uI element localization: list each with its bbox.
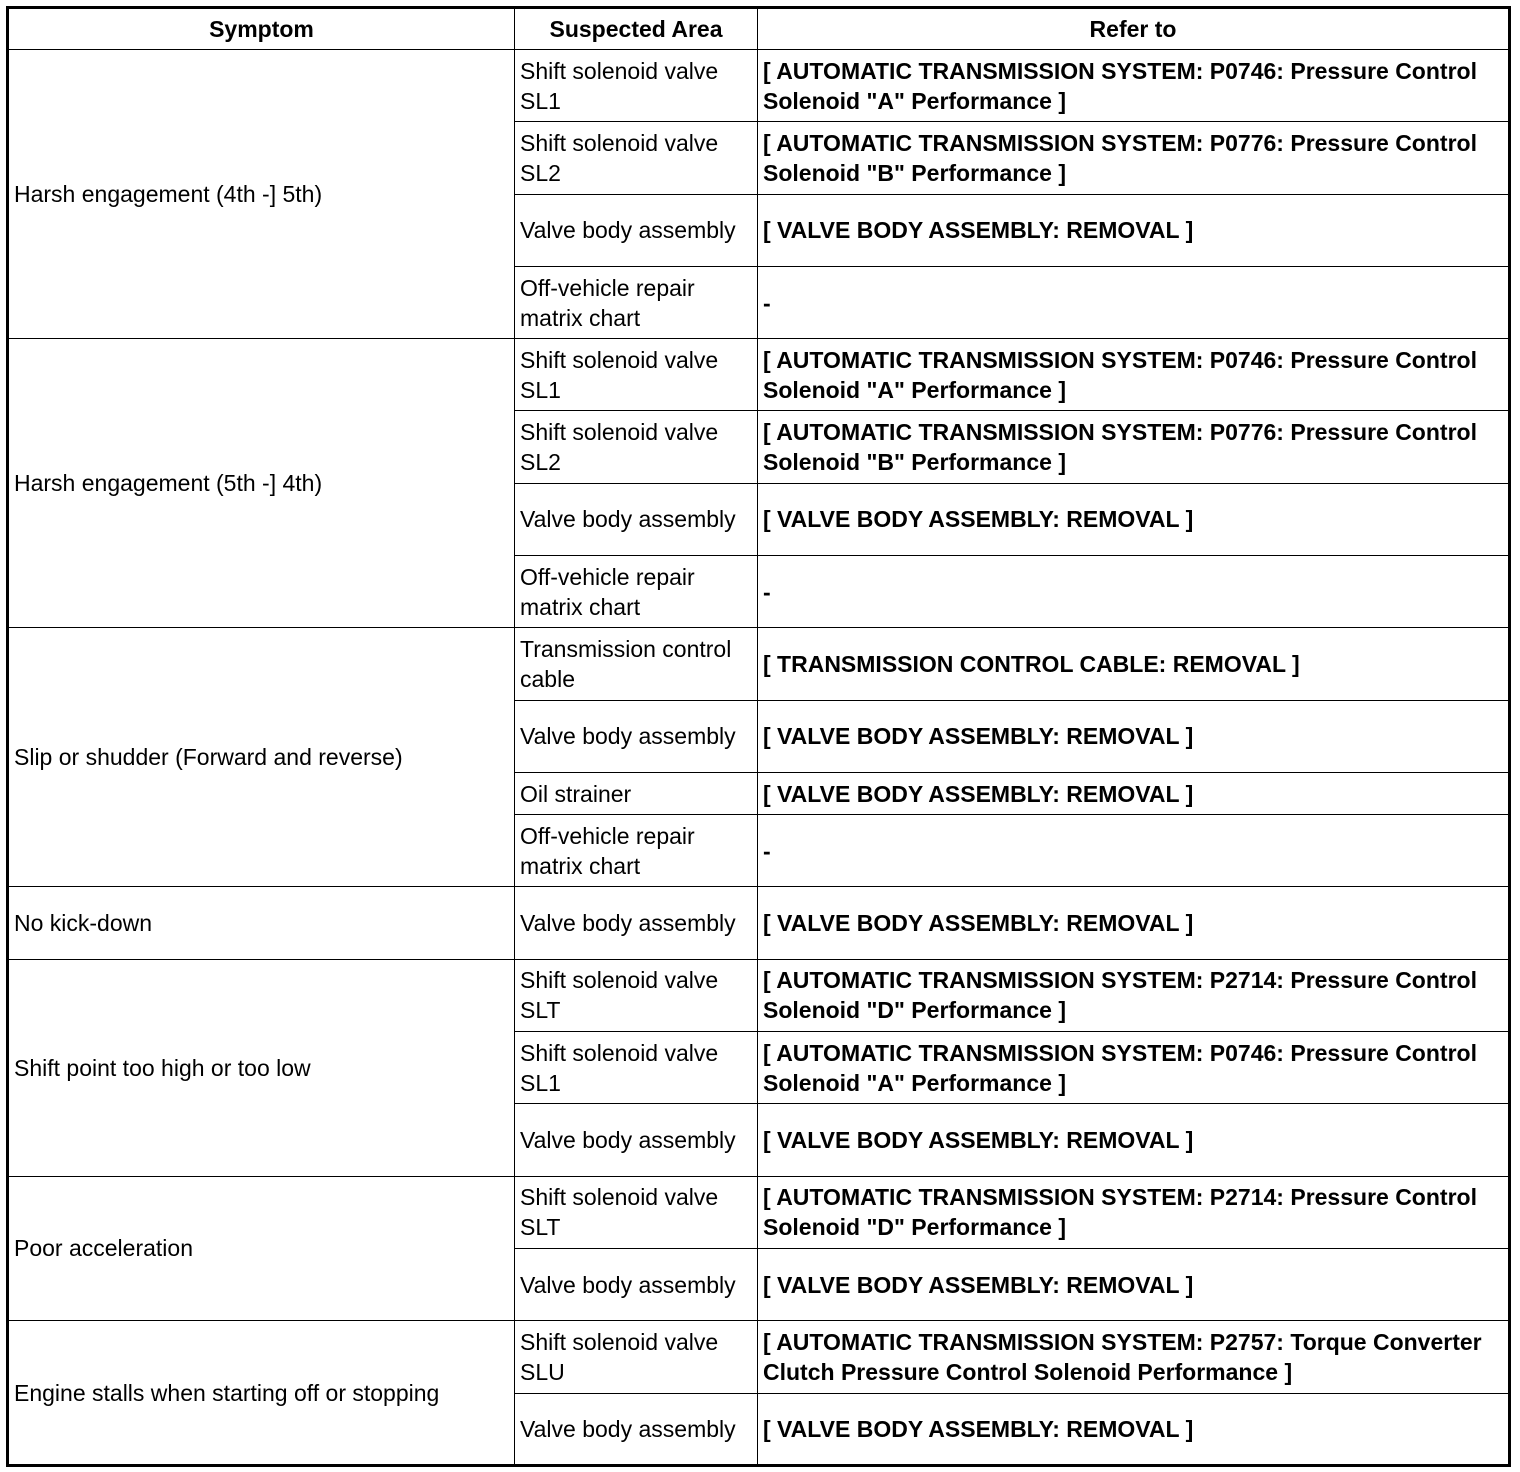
suspected-area-cell: Shift solenoid valve SL2 [515, 122, 758, 194]
refer-to-link[interactable]: - [758, 815, 1510, 887]
suspected-area-cell: Shift solenoid valve SLU [515, 1321, 758, 1393]
refer-to-link[interactable]: [ VALVE BODY ASSEMBLY: REMOVAL ] [758, 1104, 1510, 1176]
table-row [8, 1176, 1510, 1248]
header-symptom: Symptom [8, 8, 515, 50]
refer-to-link[interactable]: [ VALVE BODY ASSEMBLY: REMOVAL ] [758, 700, 1510, 772]
table-header-row [8, 8, 1510, 50]
header-suspected-area: Suspected Area [515, 8, 758, 50]
suspected-area-cell: Valve body assembly [515, 483, 758, 555]
refer-to-link[interactable]: [ VALVE BODY ASSEMBLY: REMOVAL ] [758, 772, 1510, 814]
refer-to-link[interactable]: [ AUTOMATIC TRANSMISSION SYSTEM: P2714: Pressure Control Solenoid "D" Performance ] [758, 959, 1510, 1031]
refer-to-link[interactable]: [ AUTOMATIC TRANSMISSION SYSTEM: P0776: Pressure Control Solenoid "B" Performance ] [758, 411, 1510, 483]
table-body [8, 50, 1510, 1466]
refer-to-link[interactable]: [ AUTOMATIC TRANSMISSION SYSTEM: P0776: Pressure Control Solenoid "B" Performance ] [758, 122, 1510, 194]
suspected-area-cell: Valve body assembly [515, 887, 758, 959]
refer-to-link[interactable]: [ VALVE BODY ASSEMBLY: REMOVAL ] [758, 1248, 1510, 1320]
symptom-cell: Shift point too high or too low [8, 959, 515, 1176]
suspected-area-cell: Oil strainer [515, 772, 758, 814]
symptom-cell: Slip or shudder (Forward and reverse) [8, 628, 515, 887]
refer-to-link[interactable]: [ AUTOMATIC TRANSMISSION SYSTEM: P2714: Pressure Control Solenoid "D" Performance ] [758, 1176, 1510, 1248]
refer-to-link[interactable]: [ TRANSMISSION CONTROL CABLE: REMOVAL ] [758, 628, 1510, 700]
suspected-area-cell: Valve body assembly [515, 1393, 758, 1465]
suspected-area-cell: Shift solenoid valve SL1 [515, 50, 758, 122]
refer-to-link[interactable]: [ VALVE BODY ASSEMBLY: REMOVAL ] [758, 483, 1510, 555]
refer-to-link[interactable]: - [758, 556, 1510, 628]
suspected-area-cell: Shift solenoid valve SLT [515, 1176, 758, 1248]
suspected-area-cell: Shift solenoid valve SL1 [515, 1032, 758, 1104]
symptom-cell: Poor acceleration [8, 1176, 515, 1321]
suspected-area-cell: Valve body assembly [515, 700, 758, 772]
refer-to-link[interactable]: [ AUTOMATIC TRANSMISSION SYSTEM: P0746: Pressure Control Solenoid "A" Performance ] [758, 1032, 1510, 1104]
refer-to-link[interactable]: [ VALVE BODY ASSEMBLY: REMOVAL ] [758, 887, 1510, 959]
refer-to-link[interactable]: [ AUTOMATIC TRANSMISSION SYSTEM: P2757: Torque Converter Clutch Pressure Control Solenoid Performance ] [758, 1321, 1510, 1393]
table-row [8, 50, 1510, 122]
symptom-cell: Harsh engagement (4th -] 5th) [8, 50, 515, 339]
refer-to-link[interactable]: [ VALVE BODY ASSEMBLY: REMOVAL ] [758, 194, 1510, 266]
refer-to-link[interactable]: - [758, 266, 1510, 338]
table-row [8, 959, 1510, 1031]
suspected-area-cell: Off-vehicle repair matrix chart [515, 266, 758, 338]
suspected-area-cell: Valve body assembly [515, 1104, 758, 1176]
table-row [8, 628, 1510, 700]
suspected-area-cell: Transmission control cable [515, 628, 758, 700]
symptom-table [6, 6, 1511, 1467]
refer-to-link[interactable]: [ AUTOMATIC TRANSMISSION SYSTEM: P0746: Pressure Control Solenoid "A" Performance ] [758, 339, 1510, 411]
suspected-area-cell: Shift solenoid valve SL2 [515, 411, 758, 483]
suspected-area-cell: Shift solenoid valve SL1 [515, 339, 758, 411]
suspected-area-cell: Valve body assembly [515, 194, 758, 266]
suspected-area-cell: Valve body assembly [515, 1248, 758, 1320]
suspected-area-cell: Off-vehicle repair matrix chart [515, 815, 758, 887]
table-row [8, 887, 1510, 959]
symptom-cell: Harsh engagement (5th -] 4th) [8, 339, 515, 628]
refer-to-link[interactable]: [ AUTOMATIC TRANSMISSION SYSTEM: P0746: Pressure Control Solenoid "A" Performance ] [758, 50, 1510, 122]
suspected-area-cell: Off-vehicle repair matrix chart [515, 556, 758, 628]
suspected-area-cell: Shift solenoid valve SLT [515, 959, 758, 1031]
header-refer-to: Refer to [758, 8, 1510, 50]
table-row [8, 1321, 1510, 1393]
symptom-cell: No kick-down [8, 887, 515, 959]
symptom-cell: Engine stalls when starting off or stopping [8, 1321, 515, 1466]
refer-to-link[interactable]: [ VALVE BODY ASSEMBLY: REMOVAL ] [758, 1393, 1510, 1465]
table-row [8, 339, 1510, 411]
